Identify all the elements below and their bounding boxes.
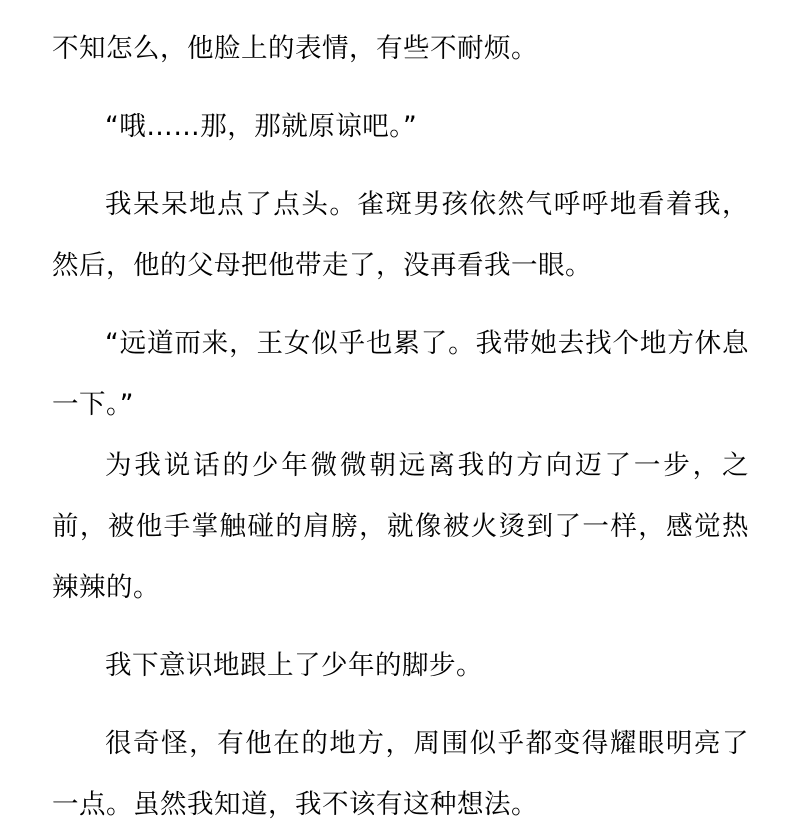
- paragraph: “哦……那，那就原谅吧。”: [105, 111, 418, 142]
- paragraph: 很奇怪，有他在的地方，周围似乎都变得耀眼明亮了一点。虽然我知道，我不该有这种想法。: [52, 728, 749, 820]
- paragraph: 我呆呆地点了点头。雀斑男孩依然气呼呼地看着我，然后，他的父母把他带走了，没再看我一眼。: [52, 189, 749, 281]
- paragraph: 为我说话的少年微微朝远离我的方向迈了一步，之前，被他手掌触碰的肩膀，就像被火烫到了一样，感觉热辣辣的。: [52, 450, 749, 603]
- paragraph: 不知怎么，他脸上的表情，有些不耐烦。: [52, 33, 538, 64]
- paragraph: “远道而来，王女似乎也累了。我带她去找个地方休息一下。”: [52, 328, 749, 420]
- paragraph: 我下意识地跟上了少年的脚步。: [105, 650, 483, 681]
